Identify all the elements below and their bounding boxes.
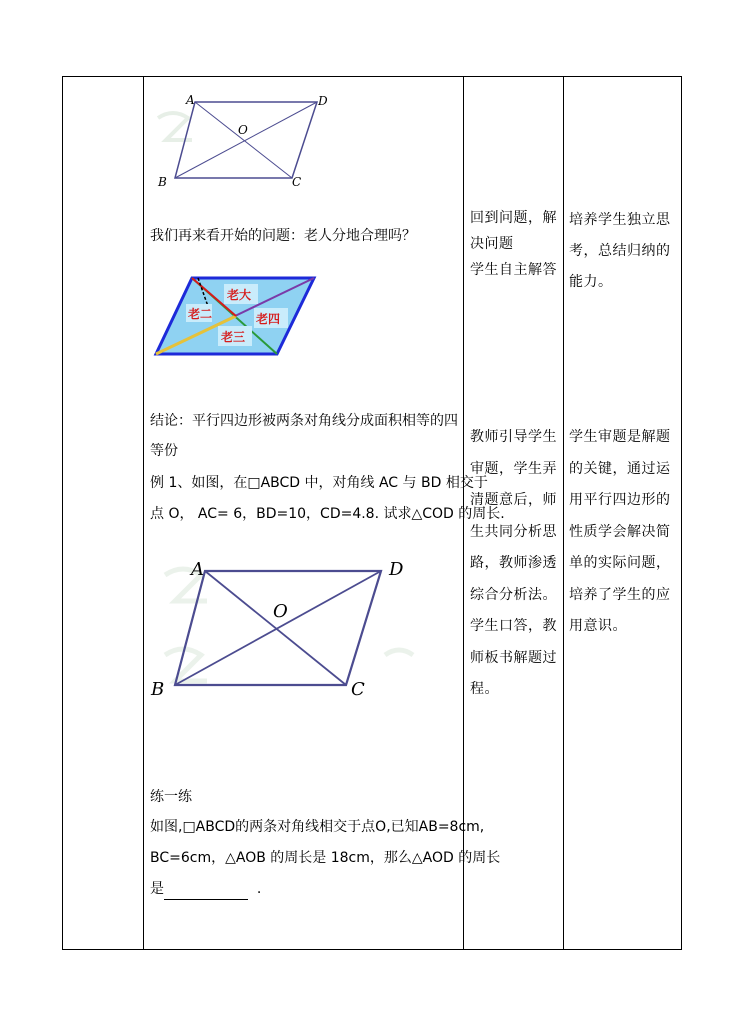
practice-line-3 [150,878,261,900]
conclusion-line-2: 等份 [150,443,178,459]
activity-line: 教师引导学生 [470,429,557,445]
practice-line-2: BC=6cm，△AOB 的周长是 18cm，那么△AOD 的周长 [150,850,501,866]
diagonal-ac [205,571,346,685]
question-text: 我们再来看开始的问题：老人分地合理吗？ [150,228,416,244]
intent-line: 性质学会解决简 [569,523,671,540]
example-line-1: 例 1、如图，在□ABCD 中，对角线 AC 与 BD 相交于 [150,475,488,491]
practice-line-3-suffix: . [256,881,262,897]
vertex-d-label: D [318,94,328,108]
parallelogram-figure-small [150,90,350,195]
label-eldest: 老大 [227,288,252,302]
intent-line: 用意识。 [569,618,627,634]
intent-line: 的关键，通过运 [569,460,671,477]
intent-line: 能力。 [569,274,613,290]
intent-line: 培养了学生的应 [569,586,671,603]
activity-line: 师板书解题过 [470,649,557,666]
activity-line: 审题，学生弄 [470,460,557,477]
practice-title: 练一练 [150,789,192,805]
diagonal-ac [195,102,292,178]
activity-line: 生共同分析思 [470,523,557,540]
activity-line: 清题意后，师 [470,492,557,508]
practice-line-1: 如图,□ABCD的两条对角线相交于点O,已知AB=8cm, [150,819,485,835]
intent-line: 培养学生独立思 [569,212,671,228]
parallelogram-figure-large [145,545,415,705]
vertex-d-label: D [389,559,404,580]
vertex-c-label: C [292,175,302,189]
activity-line: 回到问题，解 [470,210,557,226]
intent-line: 考，总结归纳的 [569,243,671,259]
center-o-label: O [273,601,288,622]
intent-line: 单的实际问题， [569,555,671,571]
land-division-figure [152,272,322,364]
example-line-2: 点 O， AC= 6，BD=10，CD=4.8. 试求△COD 的周长. [150,506,505,522]
activity-line: 路，教师渗透 [470,555,557,571]
activity-line: 综合分析法。 [470,586,557,603]
intent-line: 用平行四边形的 [569,492,671,508]
activity-line: 决问题 [470,236,514,252]
vertex-b-label: B [151,679,165,700]
column-divider-3 [563,77,564,949]
activity-line: 学生自主解答 [470,262,557,278]
label-second: 老二 [188,307,213,321]
vertex-a-label: A [191,559,204,580]
activity-line: 程。 [470,681,499,697]
intent-block-2 [569,422,671,643]
intent-line: 学生审题是解题 [569,429,671,445]
vertex-b-label: B [158,175,167,189]
activity-block-2 [470,422,557,706]
column-divider-1 [143,77,144,949]
activity-block-1 [470,205,557,283]
intent-block-1 [569,205,671,298]
label-third: 老三 [221,330,246,344]
vertex-a-label: A [186,93,195,107]
conclusion-line-1: 结论：平行四边形被两条对角线分成面积相等的四 [150,413,458,429]
practice-line-3-prefix: 是 [150,881,164,897]
center-o-label: O [238,123,248,137]
watermark-logo [158,113,192,140]
label-fourth: 老四 [256,312,281,326]
vertex-c-label: C [351,679,365,700]
answer-blank [164,885,248,900]
activity-line: 学生口答，教 [470,618,557,634]
